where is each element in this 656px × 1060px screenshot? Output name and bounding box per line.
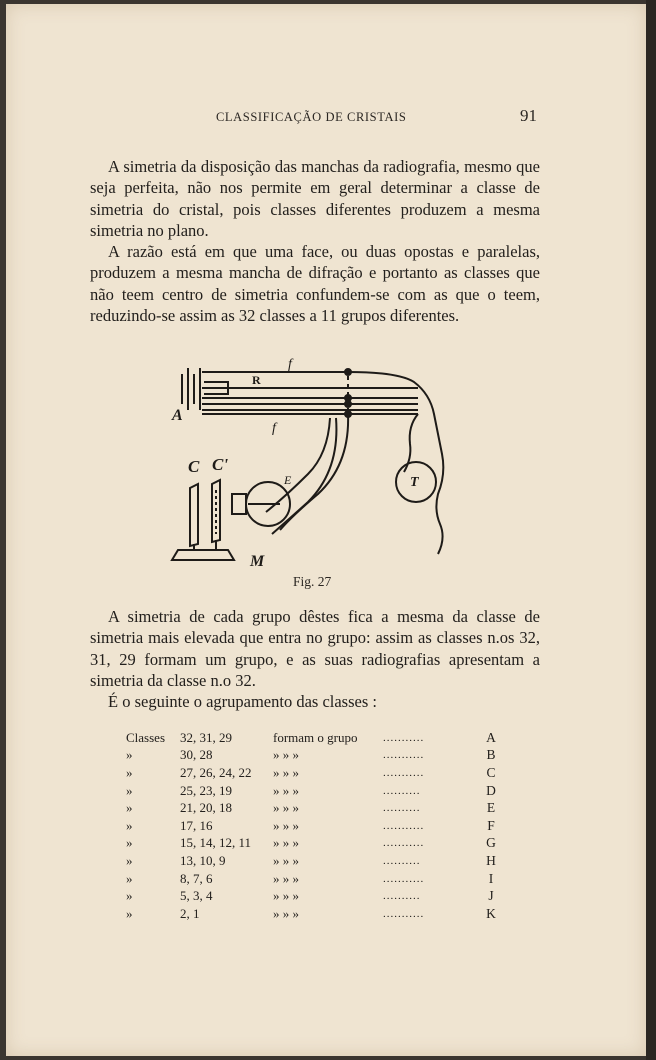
class-numbers: 27, 26, 24, 22	[180, 764, 252, 780]
table-row	[126, 729, 503, 747]
dot-leader: ...........	[383, 907, 425, 920]
group-verb: » » »	[273, 852, 299, 868]
group-verb: » » »	[273, 870, 299, 886]
class-numbers: 30, 28	[180, 747, 213, 763]
dot-leader: ..........	[383, 890, 421, 903]
table-row	[126, 817, 503, 835]
group-verb: » » »	[273, 817, 299, 833]
label-E: E	[284, 473, 292, 487]
wire-to-electrometer	[280, 414, 348, 530]
running-header: CLASSIFICAÇÃO DE CRISTAIS	[216, 110, 407, 124]
paragraph-1-text: A simetria da disposição das manchas da radiografia, mesmo que seja perfeita, não nos permite em geral determinar a classe de simetria do cristal, pois classes diferentes produzem a mesma simetria no plano.	[90, 157, 540, 240]
book-page	[6, 4, 646, 1056]
table-row	[126, 747, 503, 765]
table-row	[126, 764, 503, 782]
label-C-prime: C'	[212, 455, 229, 474]
paragraph-1	[90, 156, 540, 241]
row-label: »	[126, 905, 133, 921]
class-groups-table	[126, 729, 503, 923]
group-verb: » » »	[273, 888, 299, 904]
row-label: »	[126, 817, 133, 833]
label-f-top: f	[288, 357, 292, 372]
paragraph-4	[90, 691, 540, 712]
group-letter: K	[486, 905, 496, 921]
figure-27-diagram	[168, 354, 458, 576]
table-row	[126, 887, 503, 905]
group-letter: C	[486, 764, 496, 780]
dot-leader: ...........	[383, 766, 425, 779]
group-letter: H	[486, 852, 496, 868]
group-verb: » » »	[273, 747, 299, 763]
table-row	[126, 782, 503, 800]
label-A: A	[172, 407, 183, 424]
dot-leader: ..........	[383, 784, 421, 797]
paragraph-2-text: A razão está em que uma face, ou duas opostas e paralelas, produzem a mesma mancha de difração e portanto as classes que não teem centro de simetria confundem-se com as que o teem, reduzindo-se assim as 32 classes a 11 grupos diferentes.	[90, 242, 540, 325]
table-row	[126, 799, 503, 817]
dot-leader: ..........	[383, 854, 421, 867]
paragraph-4-text: É o seguinte o agrupamento das classes :	[108, 692, 377, 711]
dot-leader: ...........	[383, 872, 425, 885]
table-row	[126, 905, 503, 923]
book-spine-edge	[646, 0, 656, 1060]
group-letter: E	[486, 800, 496, 816]
class-numbers: 17, 16	[180, 817, 213, 833]
dot-leader: ...........	[383, 819, 425, 832]
dot-leader: ...........	[383, 749, 425, 762]
group-verb: » » »	[273, 764, 299, 780]
class-numbers: 2, 1	[180, 905, 200, 921]
group-letter: A	[486, 729, 496, 745]
group-letter: F	[487, 817, 495, 833]
row-label: »	[126, 782, 133, 798]
row-label: »	[126, 764, 133, 780]
figure-caption: Fig. 27	[293, 574, 332, 589]
paragraph-3	[90, 606, 540, 691]
row-label: »	[126, 888, 133, 904]
group-verb: » » »	[273, 800, 299, 816]
paragraph-3-text: A simetria de cada grupo dêstes fica a mesma da classe de simetria mais elevada que entra no grupo: assim as classes n.os 32, 31, 29 formam um grupo, e as suas radiografias apresentam a simetria da classe n.o 32.	[90, 607, 540, 690]
class-numbers: 8, 7, 6	[180, 870, 213, 886]
label-f-bottom: f	[272, 421, 276, 436]
paragraph-2	[90, 241, 540, 326]
class-numbers: 13, 10, 9	[180, 852, 226, 868]
crystal-C	[190, 484, 198, 546]
row-label: »	[126, 835, 133, 851]
mount-M	[172, 550, 234, 560]
group-letter: B	[486, 747, 496, 763]
row-label: »	[126, 870, 133, 886]
class-numbers: 5, 3, 4	[180, 888, 213, 904]
group-letter: I	[488, 870, 494, 886]
label-R: R	[252, 373, 261, 387]
dot-leader: ...........	[383, 837, 425, 850]
class-numbers: 15, 14, 12, 11	[180, 835, 252, 851]
group-verb: » » »	[273, 835, 299, 851]
label-M: M	[250, 553, 265, 570]
group-letter: J	[488, 888, 494, 904]
table-row	[126, 870, 503, 888]
dot-leader: ...........	[383, 731, 425, 744]
page-number: 91	[520, 106, 537, 125]
table-row	[126, 835, 503, 853]
label-C: C	[188, 457, 200, 476]
class-numbers: 32, 31, 29	[180, 729, 232, 745]
class-numbers: 21, 20, 18	[180, 800, 232, 816]
table-row	[126, 852, 503, 870]
row-label: Classes	[126, 729, 165, 745]
group-verb: » » »	[273, 782, 299, 798]
dot-leader: ..........	[383, 802, 421, 815]
group-verb: formam o grupo	[273, 729, 358, 745]
group-letter: G	[486, 835, 496, 851]
class-numbers: 25, 23, 19	[180, 782, 232, 798]
row-label: »	[126, 747, 133, 763]
group-letter: D	[486, 782, 496, 798]
group-verb: » » »	[273, 905, 299, 921]
row-label: »	[126, 800, 133, 816]
label-T: T	[410, 475, 419, 490]
row-label: »	[126, 852, 133, 868]
